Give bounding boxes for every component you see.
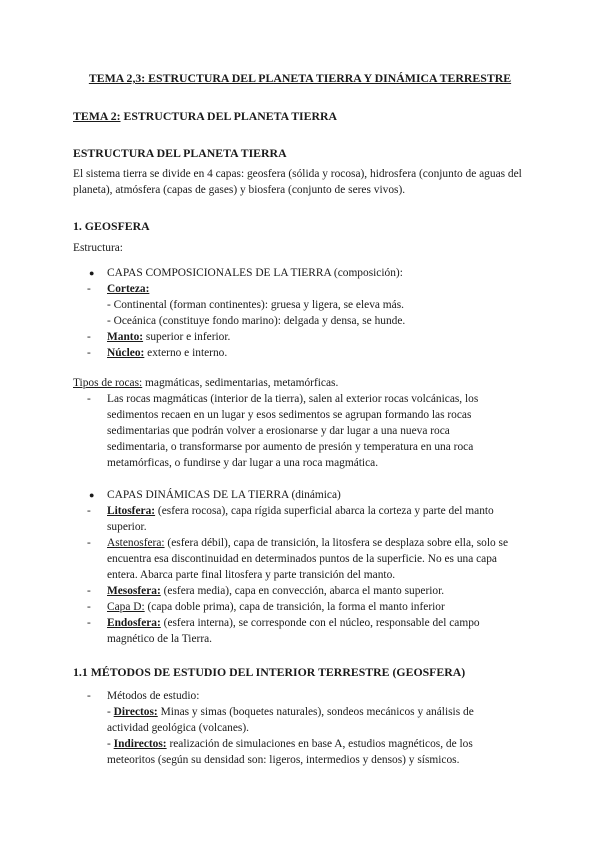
estructura-paragraph: El sistema tierra se divide en 4 capas: geosfera (sólida y rocosa), hidrosfera (conjunto de aguas del planeta), atmósfera (capas de gases) y biosfera (conjunto de seres vivos). xyxy=(73,168,522,196)
list-item-continental xyxy=(73,297,533,313)
dash-marker: - xyxy=(87,331,91,343)
manto-text: superior e inferior. xyxy=(143,331,231,343)
estructura-label: Estructura: xyxy=(73,242,123,254)
nucleo-text: externo e interno. xyxy=(144,347,228,359)
list-item-metodos-intro xyxy=(73,688,533,704)
indirectos-label: Indirectos: xyxy=(113,738,167,750)
list-item-nucleo xyxy=(73,345,533,361)
bullet-icon: ● xyxy=(89,490,95,500)
list-item-dinamicas xyxy=(73,487,533,503)
litosfera-label: Litosfera: xyxy=(107,505,156,517)
indirectos-text: realización de simulaciones en base A, estudios magnéticos, de los meteoritos (según su densidad son: ligeros, intermedios y densos) y sísmicos. xyxy=(107,738,473,766)
geosfera-heading: 1. GEOSFERA xyxy=(73,219,150,233)
dash-marker: - xyxy=(87,601,91,613)
dash-marker: - xyxy=(87,617,91,629)
nucleo-label: Núcleo: xyxy=(107,347,145,359)
continental-text: - Continental (forman continentes): gruesa y ligera, se eleva más. xyxy=(107,299,405,311)
litosfera-text: (esfera rocosa), capa rígida superficial abarca la corteza y parte del manto superior. xyxy=(107,505,494,533)
dash-marker: - xyxy=(87,585,91,597)
indirectos-prefix: - xyxy=(107,738,114,750)
tipos-rocas-label: Tipos de rocas: xyxy=(73,377,143,389)
metodos-heading: 1.1 MÉTODOS DE ESTUDIO DEL INTERIOR TERRESTRE (GEOSFERA) xyxy=(73,665,466,679)
dash-marker: - xyxy=(87,505,91,517)
list-item-litosfera xyxy=(73,503,513,535)
endosfera-label: Endosfera: xyxy=(107,617,161,629)
astenosfera-text: (esfera débil), capa de transición, la litosfera se desplaza sobre ella, solo se encuentra esa discontinuidad en determinados puntos de la superficie. No es una capa entera. Abarca parte final litosfera y parte transición del manto. xyxy=(107,537,509,581)
tipos-rocas-text: magmáticas, sedimentarias, metamórficas. xyxy=(142,377,339,389)
directos-text: Minas y simas (boquetes naturales), sondeos mecánicos y análisis de actividad geológica (volcanes). xyxy=(107,706,474,734)
bullet-icon: ● xyxy=(89,268,95,278)
directos-prefix: - xyxy=(107,706,114,718)
corteza-label: Corteza: xyxy=(107,283,150,295)
tipos-rocas-line xyxy=(73,375,338,391)
astenosfera-label: Astenosfera: xyxy=(107,537,165,549)
tema2-heading xyxy=(73,108,337,124)
metodos-intro-text: Métodos de estudio: xyxy=(107,690,200,702)
tema2-label: TEMA 2: xyxy=(73,109,121,123)
estructura-heading: ESTRUCTURA DEL PLANETA TIERRA xyxy=(73,146,287,160)
list-item-composicionales xyxy=(73,265,533,281)
rocas-text: Las rocas magmáticas (interior de la tierra), salen al exterior rocas volcánicas, los sedimentos recaen en un lugar y esos sedimentos se agrupan formando las rocas sedimentarias que podrán volver a erosionarse y dar lugar a una nueva roca sedimentaria, o transformarse por aumento de presión y temperatura en una roca metamórficas, o fundirse y dar lugar a una roca magmática. xyxy=(107,393,479,469)
dinamicas-text: CAPAS DINÁMICAS DE LA TIERRA (dinámica) xyxy=(107,489,341,501)
list-item-mesosfera xyxy=(73,583,513,599)
endosfera-text: (esfera interna), se corresponde con el núcleo, responsable del campo magnético de la Tierra. xyxy=(107,617,480,645)
dash-marker: - xyxy=(87,393,91,405)
list-item-corteza xyxy=(73,281,533,297)
list-item-oceanica xyxy=(73,313,533,329)
mesosfera-text: (esfera media), capa en convección, abarca el manto superior. xyxy=(160,585,445,597)
directos-label: Directos: xyxy=(113,706,158,718)
list-item-endosfera xyxy=(73,615,513,647)
composicionales-text: CAPAS COMPOSICIONALES DE LA TIERRA (composición): xyxy=(107,267,403,279)
dash-marker: - xyxy=(87,283,91,295)
dash-marker: - xyxy=(87,690,91,702)
dash-marker: - xyxy=(87,347,91,359)
list-item-astenosfera xyxy=(73,535,513,583)
tema2-rest: ESTRUCTURA DEL PLANETA TIERRA xyxy=(120,109,338,123)
capa-d-label: Capa D: xyxy=(107,601,145,613)
manto-label: Manto: xyxy=(107,331,144,343)
list-item-capa-d xyxy=(73,599,513,615)
dash-marker: - xyxy=(87,537,91,549)
mesosfera-label: Mesosfera: xyxy=(107,585,161,597)
document-title: TEMA 2,3: ESTRUCTURA DEL PLANETA TIERRA Y DINÁMICA TERRESTRE xyxy=(88,71,512,85)
list-item-directos xyxy=(73,704,513,736)
capa-d-text: (capa doble prima), capa de transición, la forma el manto inferior xyxy=(144,601,445,613)
list-item-rocas xyxy=(73,391,513,471)
list-item-indirectos xyxy=(73,736,513,768)
list-item-manto xyxy=(73,329,533,345)
oceanica-text: - Oceánica (constituye fondo marino): delgada y densa, se hunde. xyxy=(107,315,406,327)
